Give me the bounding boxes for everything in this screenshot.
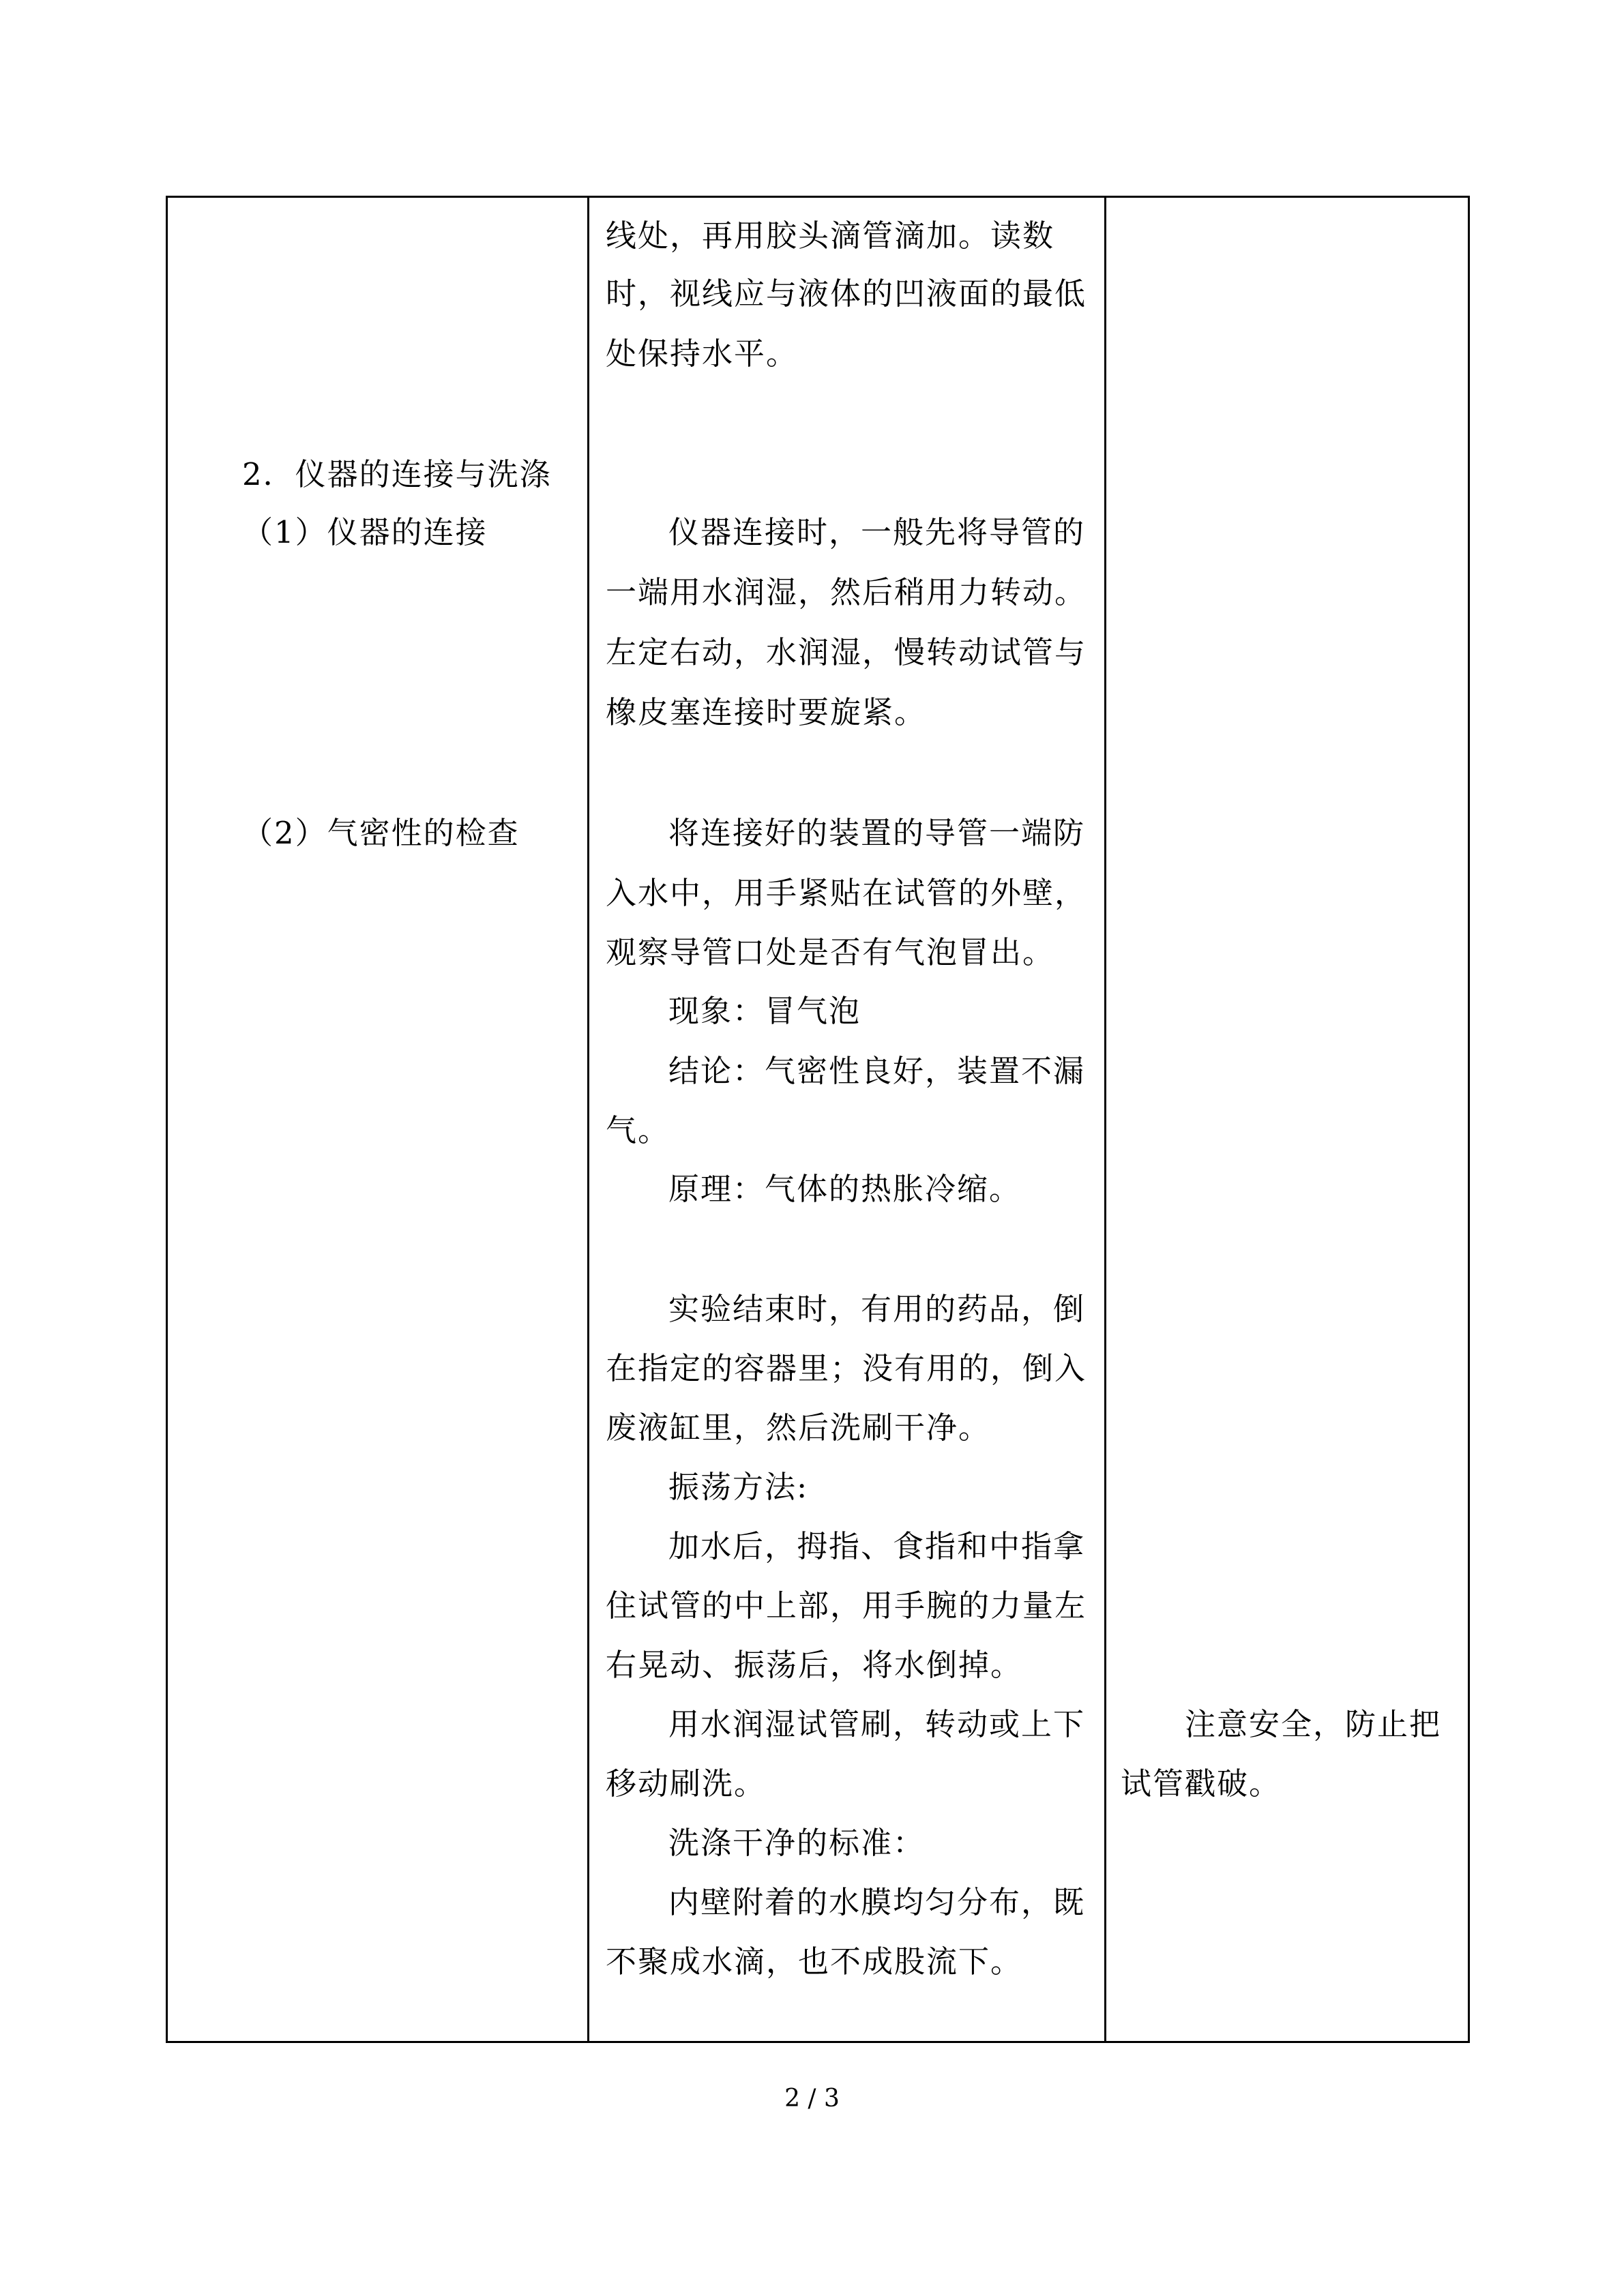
middle-line: 线处，再用胶头滴管滴加。读数 xyxy=(606,218,1055,254)
subheading-instrument-connection: （1）仪器的连接 xyxy=(242,514,488,550)
middle-line: 洗涤干净的标准： xyxy=(668,1825,926,1861)
page-number: 2 / 3 xyxy=(784,2085,840,2113)
middle-line: 仪器连接时，一般先将导管的 xyxy=(668,514,1086,550)
section-heading: 2．仪器的连接与洗涤 xyxy=(242,456,552,492)
middle-line: 不聚成水滴，也不成股流下。 xyxy=(606,1943,1023,1980)
middle-line: 入水中，用手紧贴在试管的外壁， xyxy=(606,875,1087,911)
middle-line: 橡皮塞连接时要旋紧。 xyxy=(606,694,927,730)
middle-line: 实验结束时，有用的药品，倒 xyxy=(668,1291,1086,1327)
middle-line: 处保持水平。 xyxy=(606,336,799,372)
middle-line: 内壁附着的水膜均匀分布，既 xyxy=(668,1884,1086,1920)
right-note-line: 试管戳破。 xyxy=(1121,1765,1282,1802)
middle-line: 在指定的容器里；没有用的，倒入 xyxy=(606,1350,1087,1386)
middle-line: 时，视线应与液体的凹液面的最低 xyxy=(606,275,1087,312)
middle-line: 一端用水润湿，然后稍用力转动。 xyxy=(606,574,1087,610)
middle-line: 左定右动，水润湿，慢转动试管与 xyxy=(606,634,1087,670)
middle-line: 结论：气密性良好，装置不漏 xyxy=(668,1053,1086,1089)
middle-line: 观察导管口处是否有气泡冒出。 xyxy=(606,934,1055,970)
column-divider-2 xyxy=(1104,198,1106,2041)
middle-line: 用水润湿试管刷，转动或上下 xyxy=(668,1706,1086,1742)
middle-line: 右晃动、振荡后，将水倒掉。 xyxy=(606,1647,1023,1683)
column-divider-1 xyxy=(587,198,589,2041)
subheading-airtightness-check: （2）气密性的检查 xyxy=(242,815,520,851)
middle-line: 气。 xyxy=(606,1112,670,1148)
middle-line: 原理：气体的热胀冷缩。 xyxy=(668,1171,1022,1207)
middle-line: 振荡方法: xyxy=(668,1469,809,1505)
middle-line: 废液缸里，然后洗刷干净。 xyxy=(606,1410,991,1446)
right-note-line: 注意安全，防止把 xyxy=(1185,1706,1442,1742)
middle-line: 移动刷洗。 xyxy=(606,1765,767,1802)
middle-line: 加水后，拇指、食指和中指拿 xyxy=(668,1528,1086,1564)
middle-line: 住试管的中上部，用手腕的力量左 xyxy=(606,1587,1087,1624)
middle-line: 将连接好的装置的导管一端防 xyxy=(668,815,1086,851)
middle-line: 现象：冒气泡 xyxy=(668,993,861,1029)
